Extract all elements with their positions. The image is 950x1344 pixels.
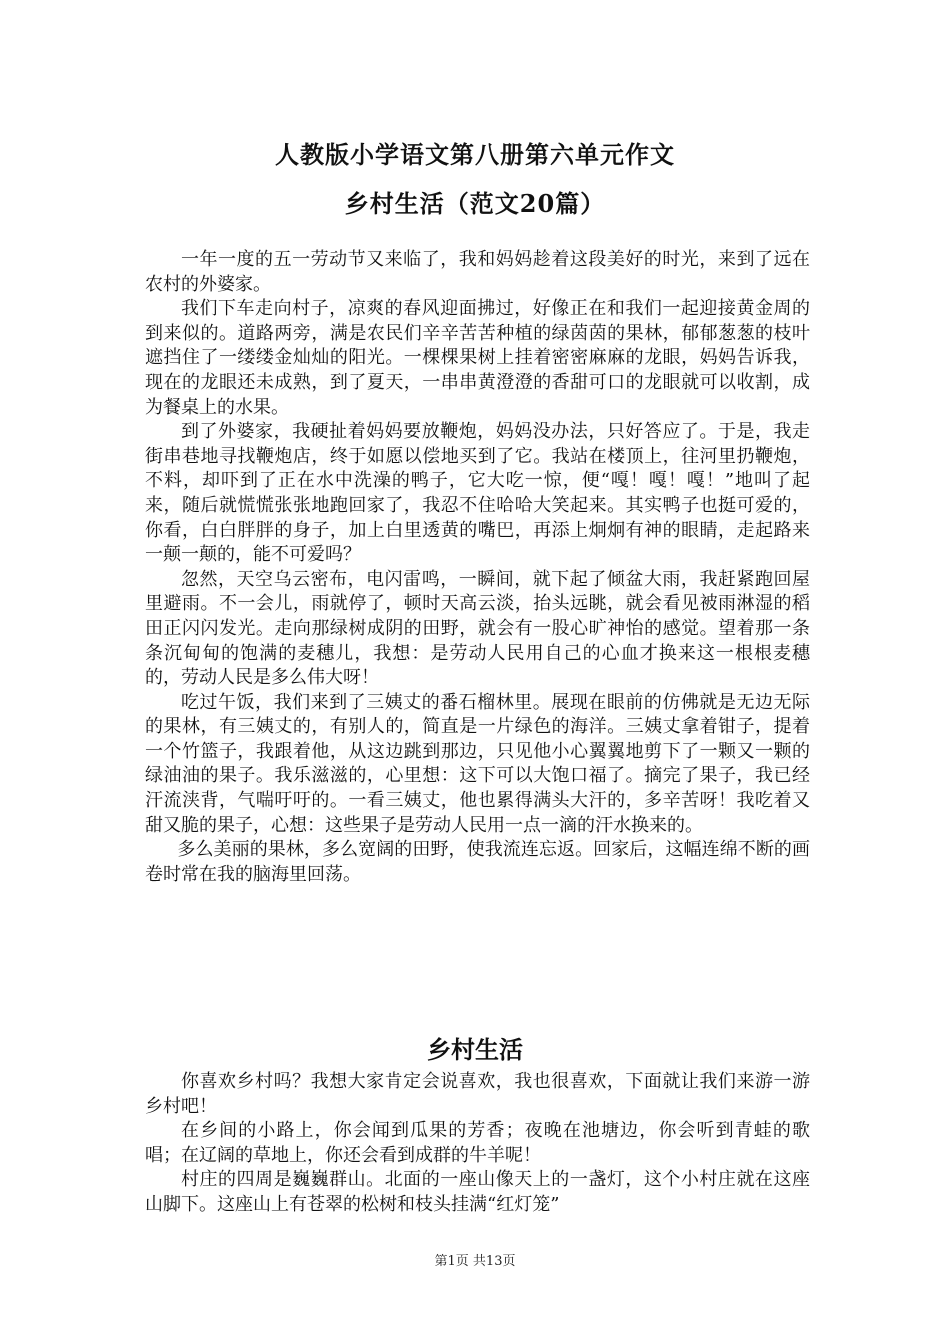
article-2-body xyxy=(145,1070,810,1218)
paragraph: 忽然，天空乌云密布，电闪雷鸣，一瞬间，就下起了倾盆大雨，我赶紧跑回屋里避雨。不一会儿，雨就停了，顿时天高云淡，抬头远眺，就会看见被雨淋湿的稻田正闪闪发光。走向那绿树成阴的田野，就会有一股心旷神怡的感觉。望着那一条条沉甸甸的饱满的麦穗儿，我想：是劳动人民用自己的心血才换来这一根根麦穗的，劳动人民是多么伟大呀！ xyxy=(145,568,810,689)
document-subtitle: 乡村生活（范文20篇） xyxy=(344,189,606,218)
paragraph: 一年一度的五一劳动节又来临了，我和妈妈趁着这段美好的时光，来到了远在农村的外婆家。 xyxy=(145,249,810,295)
paragraph: 到了外婆家，我硬扯着妈妈要放鞭炮，妈妈没办法，只好答应了。于是，我走街串巷地寻找鞭炮店，终于如愿以偿地买到了它。我站在楼顶上，往河里扔鞭炮，不料，却吓到了正在水中洗澡的鸭子，它大吃一惊，便“嘎！嘎！嘎！”地叫了起来，随后就慌慌张张地跑回家了，我忍不住哈哈大笑起来。其实鸭子也挺可爱的，你看，白白胖胖的身子，加上白里透黄的嘴巴，再添上炯炯有神的眼睛，走起路来一颠一颠的，能不可爱吗？ xyxy=(145,421,810,566)
article-1-body xyxy=(145,248,810,887)
document-title: 人教版小学语文第八册第六单元作文 xyxy=(275,140,675,169)
paragraph: 村庄的四周是巍巍群山。北面的一座山像天上的一盏灯，这个小村庄就在这座山脚下。这座山上有苍翠的松树和枝头挂满“红灯笼” xyxy=(145,1169,810,1215)
paragraph: 在乡间的小路上，你会闻到瓜果的芳香；夜晚在池塘边，你会听到青蛙的歌唱；在辽阔的草地上，你还会看到成群的牛羊呢！ xyxy=(145,1120,810,1166)
paragraph: 你喜欢乡村吗？我想大家肯定会说喜欢，我也很喜欢，下面就让我们来游一游乡村吧！ xyxy=(145,1071,810,1117)
paragraph: 多么美丽的果林，多么宽阔的田野，使我流连忘返。回家后，这幅连绵不断的画卷时常在我的脑海里回荡。 xyxy=(145,839,810,885)
paragraph: 我们下车走向村子，凉爽的春风迎面拂过，好像正在和我们一起迎接黄金周的到来似的。道路两旁，满是农民们辛辛苦苦种植的绿茵茵的果林，郁郁葱葱的枝叶遮挡住了一缕缕金灿灿的阳光。一棵棵果树上挂着密密麻麻的龙眼，妈妈告诉我，现在的龙眼还未成熟，到了夏天，一串串黄澄澄的香甜可口的龙眼就可以收割，成为餐桌上的水果。 xyxy=(145,298,810,418)
section-title: 乡村生活 xyxy=(427,1035,523,1064)
page-footer: 第1页 共13页 xyxy=(434,1254,516,1269)
paragraph: 吃过午饭，我们来到了三姨丈的番石榴林里。展现在眼前的仿佛就是无边无际的果林，有三姨丈的，有别人的，简直是一片绿色的海洋。三姨丈拿着钳子，提着一个竹篮子，我跟着他，从这边跳到那边，只见他小心翼翼地剪下了一颗又一颗的绿油油的果子。我乐滋滋的，心里想：这下可以大饱口福了。摘完了果子，我已经汗流浃背，气喘吁吁的。一看三姨丈，他也累得满头大汗的，多辛苦呀！我吃着又甜又脆的果子，心想：这些果子是劳动人民用一点一滴的汗水换来的。 xyxy=(145,691,810,836)
